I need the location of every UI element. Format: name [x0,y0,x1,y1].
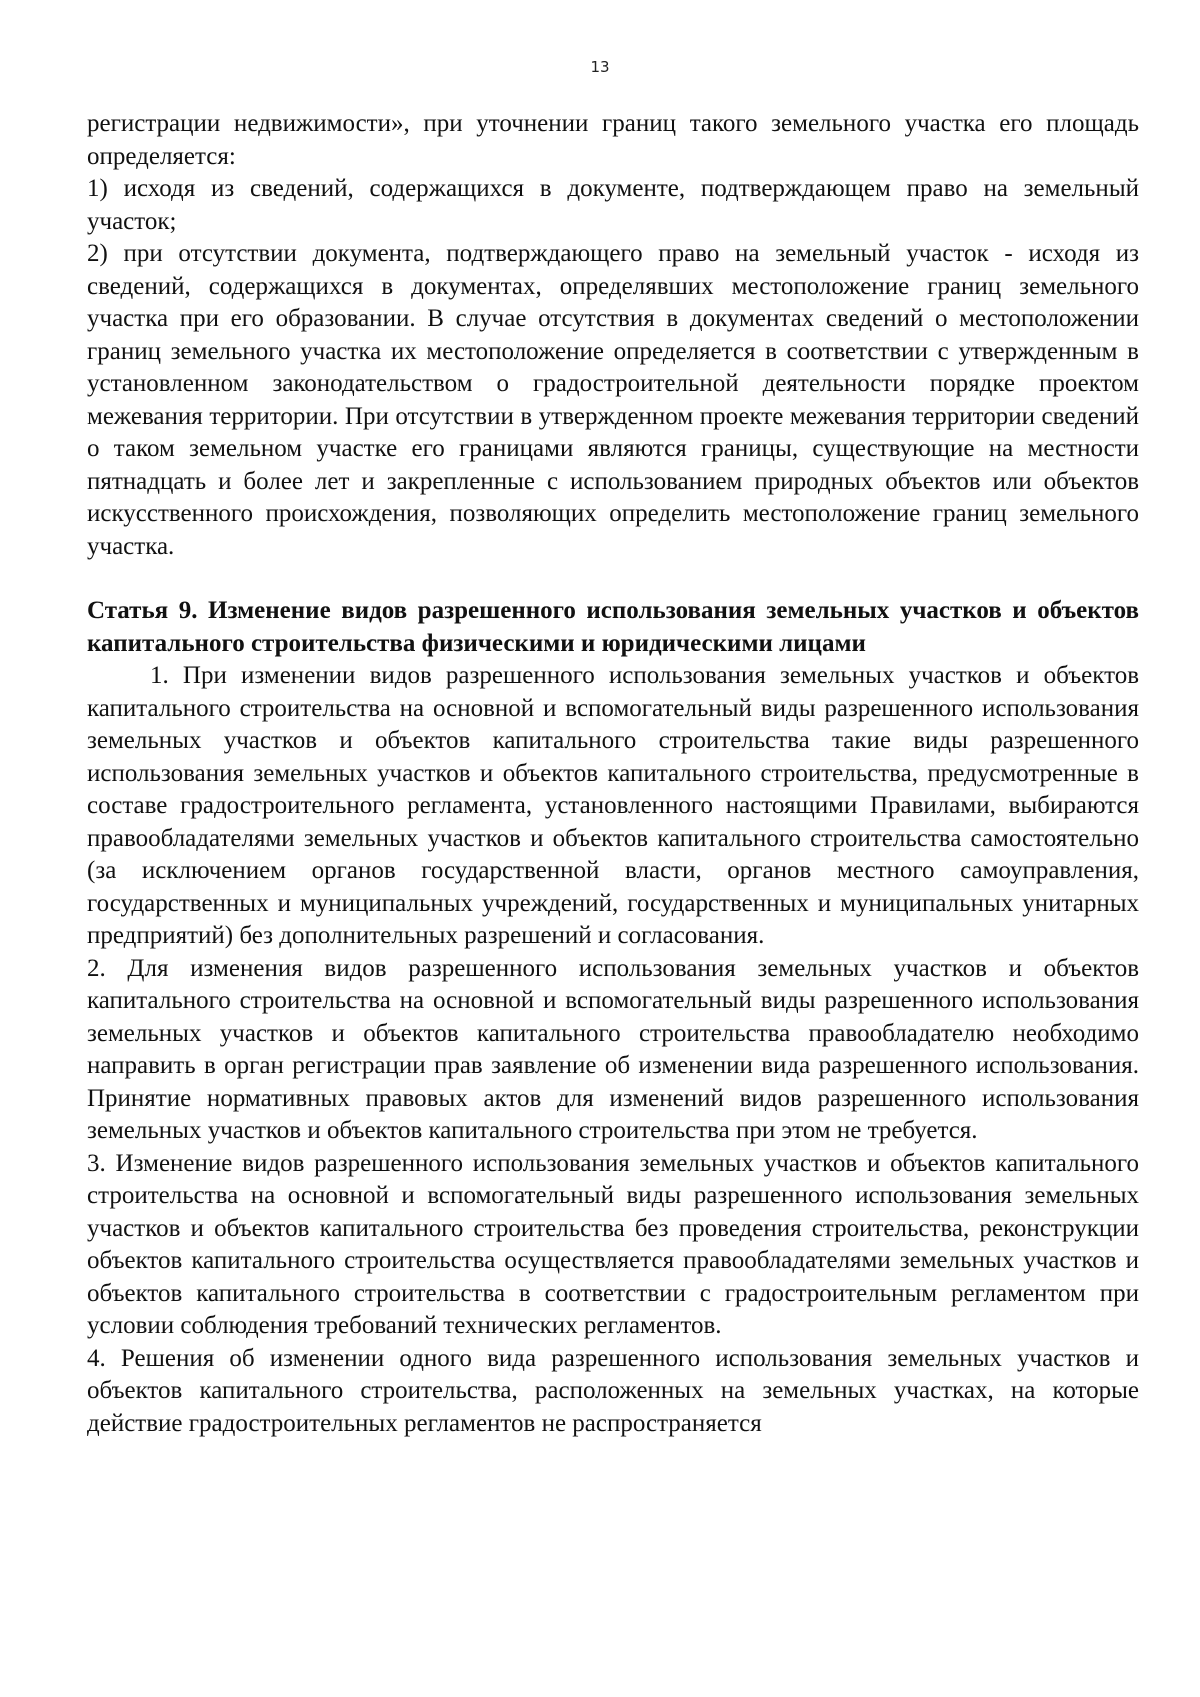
article-heading: Статья 9. Изменение видов разрешенного использования земельных участков и объектов капитального строительства физическими и юридическими лицами [87,597,1139,657]
paragraph-continuation: регистрации недвижимости», при уточнении границ такого земельного участка его площадь определяется: [87,110,1139,170]
article-paragraph-4: 4. Решения об изменении одного вида разрешенного использования земельных участков и объектов капитального строительства, расположенных на земельных участках, на которые действие градостроительных регламентов не распространяется [87,1344,1139,1437]
article-paragraph-1: 1. При изменении видов разрешенного использования земельных участков и объектов капитального строительства на основной и вспомогательный виды разрешенного использования земельных участков и объектов капитального строительства такие виды разрешенного использования земельных участков и объектов капитального строительства, предусмотренные в составе градостроительного регламента, установленного настоящими Правилами, выбираются правообладателями земельных участков и объектов капитального строительства самостоятельно (за исключением органов государственной власти, органов местного самоуправления, государственных и муниципальных учреждений, государственных и муниципальных унитарных предприятий) без дополнительных разрешений и согласования. [87,662,1139,949]
article-paragraph-3: 3. Изменение видов разрешенного использования земельных участков и объектов капитального строительства на основной и вспомогательный виды разрешенного использования земельных участков и объектов капитального строительства без проведения строительства, реконструкции объектов капитального строительства осуществляется правообладателями земельных участков и объектов капитального строительства в соответствии с градостроительным регламентом при условии соблюдения требований технических регламентов. [87,1149,1139,1339]
document-body [87,108,1139,1440]
page-number: 13 [590,58,610,76]
list-item-2: 2) при отсутствии документа, подтверждающего право на земельный участок - исходя из сведений, содержащихся в документах, определявших местоположение границ земельного участка при его образовании. В случае отсутствия в документах сведений о местоположении границ земельного участка их местоположение определяется в соответствии с утвержденным в установленном законодательством о градостроительной деятельности порядке проектом межевания территории. При отсутствии в утвержденном проекте межевания территории сведений о таком земельном участке его границами являются границы, существующие на местности пятнадцать и более лет и закрепленные с использованием природных объектов или объектов искусственного происхождения, позволяющих определить местоположение границ земельного участка. [87,240,1139,560]
list-item-1: 1) исходя из сведений, содержащихся в документе, подтверждающем право на земельный участок; [87,175,1139,235]
article-paragraph-2: 2. Для изменения видов разрешенного использования земельных участков и объектов капитального строительства на основной и вспомогательный виды разрешенного использования земельных участков и объектов капитального строительства правообладателю необходимо направить в орган регистрации прав заявление об изменении вида разрешенного использования. Принятие нормативных правовых актов для изменений видов разрешенного использования земельных участков и объектов капитального строительства при этом не требуется. [87,954,1139,1144]
